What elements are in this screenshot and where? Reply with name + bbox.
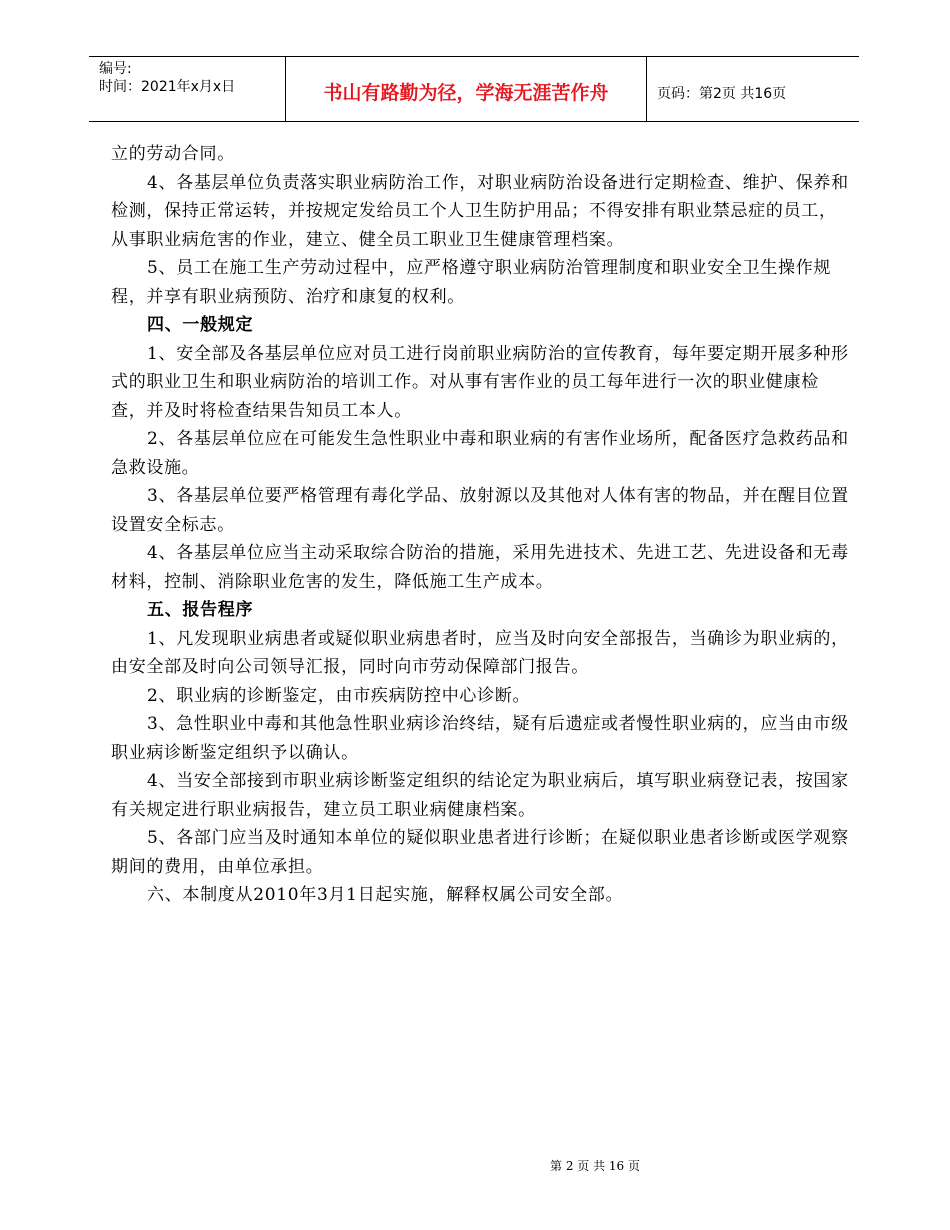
paragraph: 3、急性职业中毒和其他急性职业病诊治终结，疑有后遗症或者慢性职业病的，应当由市级职业病诊断鉴定组织予以确认。 bbox=[111, 714, 849, 763]
header-page-info: 页码：第2页 共16页 bbox=[657, 86, 787, 102]
paragraph: 立的劳动合同。 bbox=[111, 144, 235, 164]
section-heading: 四、一般规定 bbox=[147, 315, 254, 335]
document-number-label: 编号: bbox=[99, 61, 132, 77]
paragraph: 4、各基层单位应当主动采取综合防治的措施，采用先进技术、先进工艺、先进设备和无毒材料，控制、消除职业危害的发生，降低施工生产成本。 bbox=[111, 543, 849, 592]
paragraph: 1、凡发现职业病患者或疑似职业病患者时，应当及时向安全部报告，当确诊为职业病的，由安全部及时向公司领导汇报，同时向市劳动保障部门报告。 bbox=[111, 628, 849, 677]
header-meta bbox=[99, 60, 235, 96]
paragraph: 3、各基层单位要严格管理有毒化学品、放射源以及其他对人体有害的物品，并在醒目位置设置安全标志。 bbox=[111, 486, 849, 535]
paragraph: 2、各基层单位应在可能发生急性职业中毒和职业病的有害作业场所，配备医疗急救药品和急救设施。 bbox=[111, 429, 849, 478]
paragraph: 5、员工在施工生产劳动过程中，应严格遵守职业病防治管理制度和职业安全卫生操作规程，并享有职业病预防、治疗和康复的权利。 bbox=[111, 258, 832, 307]
paragraph: 2、职业病的诊断鉴定，由市疾病防控中心诊断。 bbox=[147, 685, 531, 706]
header-motto: 书山有路勤为径，学海无涯苦作舟 bbox=[285, 57, 647, 121]
paragraph: 4、当安全部接到市职业病诊断鉴定组织的结论定为职业病后，填写职业病登记表，按国家有关规定进行职业病报告，建立员工职业病健康档案。 bbox=[111, 771, 849, 820]
document-time-label: 时间：2021年x月x日 bbox=[99, 79, 236, 95]
section-heading: 五、报告程序 bbox=[147, 600, 254, 620]
page-footer: 第 2 页 共 16 页 bbox=[550, 1159, 640, 1173]
page-header bbox=[89, 56, 859, 122]
paragraph: 1、安全部及各基层单位应对员工进行岗前职业病防治的宣传教育，每年要定期开展多种形式的职业卫生和职业病防治的培训工作。对从事有害作业的员工每年进行一次的职业健康检查，并及时将检查结果告知员工本人。 bbox=[111, 343, 849, 421]
document-body bbox=[111, 140, 851, 910]
paragraph: 4、各基层单位负责落实职业病防治工作，对职业病防治设备进行定期检查、维护、保养和检测，保持正常运转，并按规定发给员工个人卫生防护用品；不得安排有职业禁忌症的员工，从事职业病危害的作业，建立、健全员工职业卫生健康管理档案。 bbox=[111, 172, 849, 250]
paragraph: 5、各部门应当及时通知本单位的疑似职业患者进行诊断；在疑似职业患者诊断或医学观察期间的费用，由单位承担。 bbox=[111, 828, 849, 877]
paragraph: 六、本制度从2010年3月1日起实施，解释权属公司安全部。 bbox=[147, 885, 624, 905]
